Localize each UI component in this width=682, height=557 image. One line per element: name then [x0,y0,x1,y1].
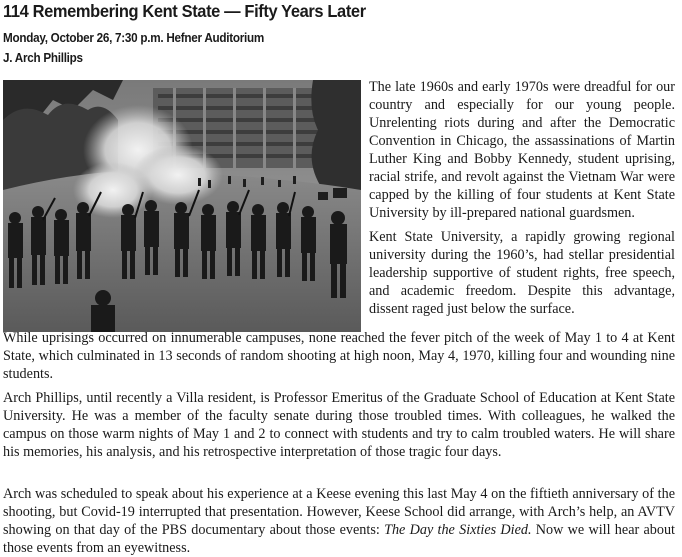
event-speaker: J. Arch Phillips [3,50,83,65]
paragraph-schedule [3,485,675,557]
paragraph-covid-end: Now we will hear about those events from an eyewitness. [3,522,676,556]
event-date-location: Monday, October 26, 7:30 p.m. Hefner Auditorium [3,30,265,45]
paragraph-arch-phillips [3,389,675,461]
paragraph-intro: The late 1960s and early 1970s were dreadful for our country and especially for our young people. Unrelenting riots during and after the Democratic Convention in Chicago, the assassinations of Martin Luther King and Bobby Kennedy, student uprising, racial strife, and revolt against the Vietnam War were capped by the killing of four students at Kent State University by ill-prepared national guardsmen. [369,79,675,221]
event-title: 114 Remembering Kent State — Fifty Years Later [3,1,366,21]
paragraph-uprisings [3,329,675,383]
paragraph-covid [3,485,675,557]
paragraph-kent-state-bottom: While uprisings occurred on innumerable campuses, none reached the fever pitch of the week of May 1 to 4 at Kent State, which culminated in 13 seconds of random shooting at high noon, May 4, 1970, killing four and wounding nine students. [3,330,675,382]
right-column-text [369,78,675,324]
documentary-title: The Day the Sixties Died. [384,522,532,538]
paragraph-speaker-bio: Arch Phillips, until recently a Villa resident, is Professor Emeritus of the Graduate School of Education at Kent State University. He was a member of the faculty senate during those troubled times. With colleagues, he walked the campus on those warm nights of May 1 and 2 to connect with students and try to calm troubled waters. He will share his memories, his analysis, and his retrospective interpretation of those tragic four days. [3,390,675,460]
paragraph-covid-start: Arch was scheduled to speak about his experience at a Keese evening this last May 4 on the fiftieth anniversary of the shooting, but Covid-19 interrupted that presentation. However, Keese School did arrange, with Arch’s help, an AVTV showing on that day of the PBS documentary about those events: [3,486,675,538]
protest-photo-icon [3,80,361,332]
paragraph-kent-state-top: Kent State University, a rapidly growing regional university during the 1960’s, had stellar presidential leadership supportive of student rights, free speech, and academic freedom. Despite this advantage, dissent raged just below the surface. [369,229,675,317]
